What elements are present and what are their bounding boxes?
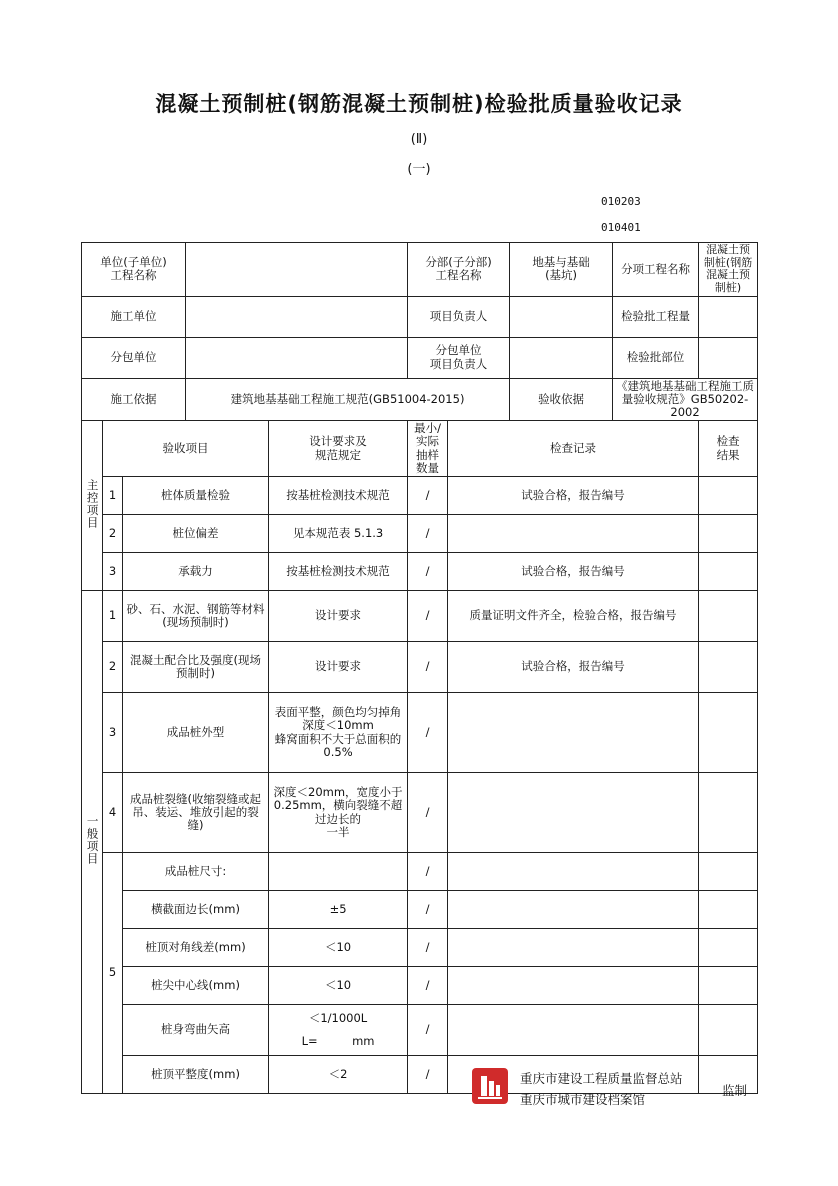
item-design: ＜10 [269,929,408,967]
item-design: ＜2 [269,1056,408,1094]
item-record[interactable] [448,773,699,853]
item-design: 按基桩检测技术规范 [269,553,408,591]
item-sample: / [408,642,448,693]
constructor-label: 施工单位 [82,296,186,337]
basis-label: 施工依据 [82,378,186,421]
item-result[interactable] [699,553,758,591]
table-row [82,891,758,929]
table-row [82,591,758,642]
inspection-table [81,242,758,1094]
org-name-2: 重庆市城市建设档案馆 [520,1092,646,1107]
item-result[interactable] [699,853,758,891]
table-row [82,853,758,891]
table-row [82,1005,758,1056]
header-row-unit [82,243,758,297]
item-no: 2 [103,515,123,553]
item-name: 桩尖中心线(mm) [123,967,269,1005]
subtitle-roman: (Ⅱ) [410,132,428,147]
form-code-1: 010203 [601,195,641,208]
item-result[interactable] [699,642,758,693]
sub-label: 分包单位 [82,337,186,378]
sub-pm-label: 分包单位 项目负责人 [408,337,510,378]
item-design: 设计要求 [269,591,408,642]
table-row [82,773,758,853]
col-result: 检查 结果 [699,421,758,477]
unit-label: 单位(子单位) 工程名称 [82,243,186,297]
item-design: 表面平整，颜色均匀掉角深度＜10mm 蜂窝面积不大于总面积的0.5% [269,693,408,773]
item-record[interactable] [448,1005,699,1056]
column-header-row [82,421,758,477]
item-sample: / [408,853,448,891]
item-name: 桩体质量检验 [123,477,269,515]
item-no: 1 [103,591,123,642]
division-label: 分部(子分部) 工程名称 [408,243,510,297]
item-design: 深度＜20mm，宽度小于0.25mm，横向裂缝不超过边长的 一半 [269,773,408,853]
item-result[interactable] [699,773,758,853]
org-name-1: 重庆市建设工程质量监督总站 [520,1071,683,1086]
basis-value: 建筑地基基础工程施工规范(GB51004-2015) [186,378,510,421]
item-name: 砂、石、水泥、钢筋等材料(现场预制时) [123,591,269,642]
subitem-label: 分项工程名称 [613,243,699,297]
table-row [82,693,758,773]
item-sample: / [408,929,448,967]
item-record[interactable]: 试验合格，报告编号 [448,642,699,693]
batch-part-label: 检验批部位 [613,337,699,378]
footer [472,1068,772,1110]
item-sample: / [408,693,448,773]
supervised-mark: 监制 [722,1083,748,1098]
subtitle-part: (一) [407,162,431,177]
table-row [82,967,758,1005]
batch-part-value[interactable] [699,337,758,378]
header-row-basis [82,378,758,421]
header-row-constructor [82,296,758,337]
item-name: 承载力 [123,553,269,591]
item-result[interactable] [699,967,758,1005]
table-row [82,515,758,553]
col-item: 验收项目 [103,421,269,477]
sub-pm-value[interactable] [510,337,613,378]
item-result[interactable] [699,515,758,553]
item-result[interactable] [699,591,758,642]
item-sample: / [408,477,448,515]
accept-label: 验收依据 [510,378,613,421]
item-sample: / [408,591,448,642]
item-no: 5 [103,853,123,1094]
item-no: 3 [103,553,123,591]
subitem-value[interactable]: 混凝土预制桩(钢筋混凝土预制桩) [699,243,758,297]
item-name: 成品桩外型 [123,693,269,773]
org-logo-icon [472,1068,508,1104]
item-name: 桩顶对角线差(mm) [123,929,269,967]
accept-value: 《建筑地基基础工程施工质量验收规范》GB50202-2002 [613,378,758,421]
item-name: 桩位偏差 [123,515,269,553]
item-design: ＜10 [269,967,408,1005]
item-no: 3 [103,693,123,773]
item-record[interactable]: 试验合格，报告编号 [448,553,699,591]
pm-label: 项目负责人 [408,296,510,337]
item-record[interactable] [448,693,699,773]
item-name: 混凝土配合比及强度(现场预制时) [123,642,269,693]
item-design [269,1005,408,1056]
item-record[interactable]: 质量证明文件齐全，检验合格，报告编号 [448,591,699,642]
item-result[interactable] [699,1005,758,1056]
item-record[interactable] [448,967,699,1005]
col-record: 检查记录 [448,421,699,477]
header-row-sub [82,337,758,378]
constructor-value[interactable] [186,296,408,337]
item-result[interactable] [699,477,758,515]
division-value[interactable]: 地基与基础 (基坑) [510,243,613,297]
general-items-label: 一般项目 [82,591,103,1094]
design-value: ＜1/1000L [308,1010,368,1025]
item-design: ±5 [269,891,408,929]
batch-qty-value[interactable] [699,296,758,337]
item-record[interactable]: 试验合格，报告编号 [448,477,699,515]
item-sample: / [408,1056,448,1094]
item-result[interactable] [699,929,758,967]
sub-value[interactable] [186,337,408,378]
batch-qty-label: 检验批工程量 [613,296,699,337]
item-no: 1 [103,477,123,515]
item-name: 桩身弯曲矢高 [123,1005,269,1056]
item-name: 桩顶平整度(mm) [123,1056,269,1094]
table-row [82,477,758,515]
form-code-2: 010401 [601,221,641,234]
col-sample: 最小/实际 抽样数量 [408,421,448,477]
item-design [269,853,408,891]
item-result[interactable] [699,693,758,773]
item-record[interactable] [448,891,699,929]
item-result[interactable] [699,891,758,929]
item-sample: / [408,515,448,553]
design-length: L= mm [301,1034,375,1049]
item-sample: / [408,891,448,929]
main-items-label: 主控项目 [82,421,103,591]
item-sample: / [408,967,448,1005]
item-design: 按基桩检测技术规范 [269,477,408,515]
item-record[interactable] [448,853,699,891]
item-name: 横截面边长(mm) [123,891,269,929]
item-name: 成品桩裂缝(收缩裂缝或起吊、装运、堆放引起的裂缝) [123,773,269,853]
item-name: 成品桩尺寸: [123,853,269,891]
page-title: 混凝土预制桩(钢筋混凝土预制桩)检验批质量验收记录 [155,92,683,116]
table-row [82,642,758,693]
item-record[interactable] [448,515,699,553]
item-sample: / [408,773,448,853]
item-no: 4 [103,773,123,853]
pm-value[interactable] [510,296,613,337]
item-design: 设计要求 [269,642,408,693]
item-sample: / [408,1005,448,1056]
item-record[interactable] [448,929,699,967]
table-row [82,553,758,591]
item-sample: / [408,553,448,591]
table-row [82,929,758,967]
unit-value[interactable] [186,243,408,297]
col-design: 设计要求及 规范规定 [269,421,408,477]
item-no: 2 [103,642,123,693]
item-design: 见本规范表 5.1.3 [269,515,408,553]
